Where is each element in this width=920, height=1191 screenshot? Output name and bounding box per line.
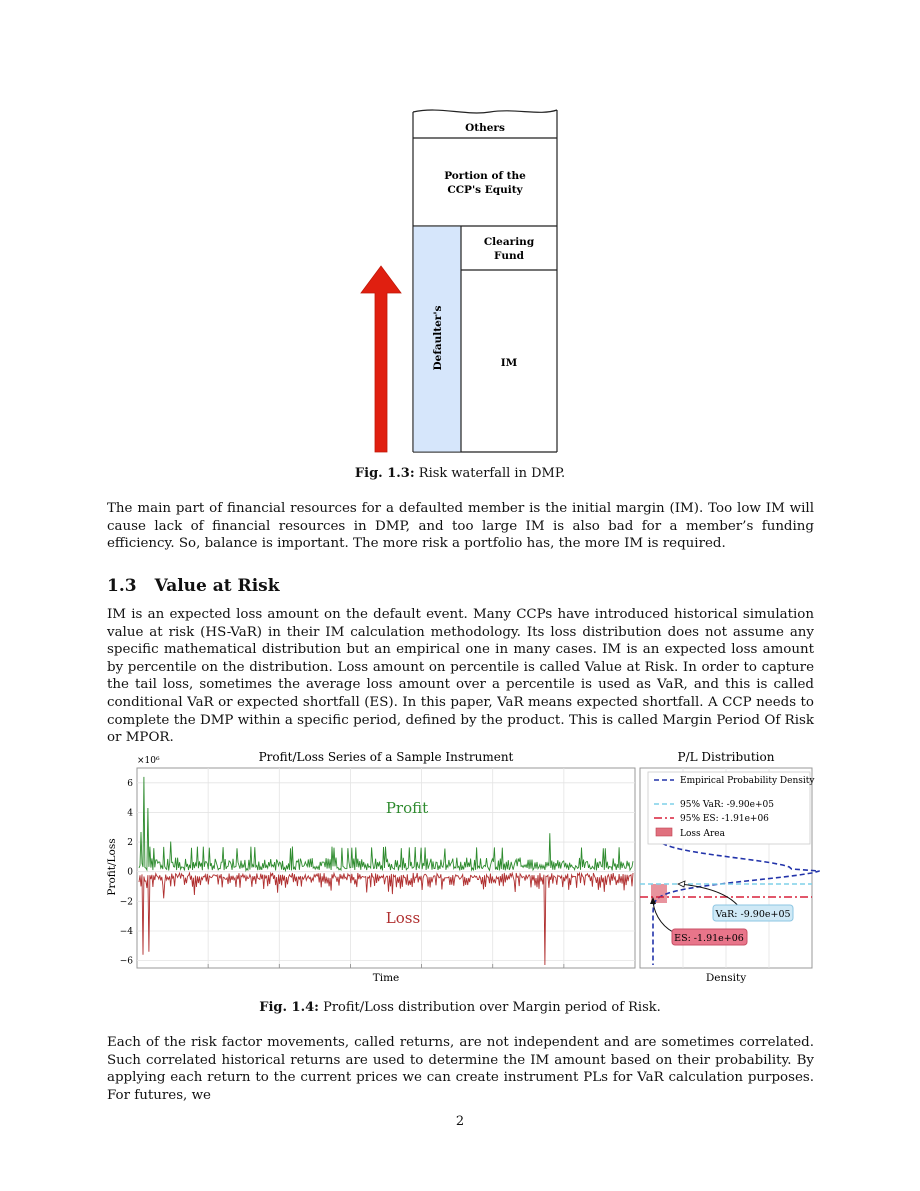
y-tick-label: −4	[119, 926, 133, 937]
loss-annotation: Loss	[385, 909, 421, 927]
density-legend	[648, 772, 815, 844]
profit-annotation: Profit	[385, 799, 429, 817]
legend-var: 95% VaR: -9.90e+05	[680, 800, 774, 810]
y-tick-label: 2	[127, 838, 133, 849]
y-tick-label: −6	[119, 956, 133, 967]
density-title: P/L Distribution	[677, 750, 775, 764]
legend-es: 95% ES: -1.91e+06	[680, 814, 769, 824]
box-label-equity-1: Portion of the	[444, 170, 526, 182]
section-heading	[107, 576, 280, 596]
profit-series-line	[139, 777, 633, 871]
box-label-equity-2: CCP's Equity	[447, 184, 523, 196]
pl-series-multiplier: ×10⁶	[137, 756, 160, 766]
box-label-defaulters: Defaulter's	[432, 305, 444, 371]
paragraph-im-intro: The main part of financial resources for a defaulted member is the initial margin (IM). Too low IM will cause lack of financial resources in DMP, and too large IM is also bad for a member’s funding efficiency. So, balance is important. The more risk a portfolio has, the more IM is required.	[107, 501, 814, 552]
paragraph-value-at-risk: IM is an expected loss amount on the default event. Many CCPs have introduced historical simulation value at risk (HS-VaR) in their IM calculation methodology. Its loss distribution does not assume any specific mathematical distribution but an empirical one in many cases. IM is an expected loss amount by percentile on the distribution. Loss amount on percentile is called Value at Risk. In order to capture the tail loss, sometimes the average loss amount over a percentile is used as VaR, and this is called conditional VaR or expected shortfall (ES). In this paper, VaR means expected shortfall. A CCP needs to complete the DMP within a specific period, defined by the product. This is called Margin Period Of Risk or MPOR.	[107, 607, 814, 746]
section-number: 1.3	[107, 576, 137, 596]
fig13-caption-text: Risk waterfall in DMP.	[414, 466, 566, 481]
es-callout-arrow	[653, 899, 673, 932]
y-tick-label: 6	[127, 778, 133, 789]
y-tick-label: 0	[127, 867, 133, 878]
fig14-caption-label: Fig. 1.4:	[259, 1000, 319, 1015]
y-tick-label: 4	[127, 808, 133, 819]
pl-series-title: Profit/Loss Series of a Sample Instrument	[258, 750, 514, 764]
box-label-clearing-2: Fund	[494, 250, 524, 262]
legend-density: Empirical Probability Density	[680, 776, 815, 786]
wavy-top-edge	[413, 110, 557, 113]
fig14-caption-text: Profit/Loss distribution over Margin period of Risk.	[318, 1000, 661, 1015]
page-number: 2	[455, 1114, 465, 1129]
risk-waterfall-figure	[350, 100, 570, 460]
box-label-im: IM	[500, 357, 518, 369]
fig13-caption-label: Fig. 1.3:	[354, 466, 415, 481]
var-callout-text: VaR: -9.90e+05	[715, 909, 791, 920]
fig14-caption	[0, 1000, 920, 1015]
legend-loss-area: Loss Area	[680, 829, 725, 839]
box-label-others: Others	[465, 122, 505, 134]
box-label-clearing-1: Clearing	[483, 236, 535, 248]
paragraph-returns: Each of the risk factor movements, called returns, are not independent and are sometimes correlated. Such correlated historical returns are used to determine the IM amount based on their probability. By applying each return to the current prices we can create instrument PLs for VaR calculation purposes. For futures, we	[107, 1035, 814, 1103]
pl-series-y-ticks	[120, 779, 134, 967]
pl-series-xlabel: Time	[372, 972, 400, 984]
up-arrow-icon	[361, 266, 401, 452]
fig13-caption	[0, 466, 920, 481]
pl-distribution-figure	[100, 745, 820, 990]
section-title: Value at Risk	[154, 576, 280, 596]
es-callout-text: ES: -1.91e+06	[674, 933, 744, 944]
pl-series-ylabel: Profit/Loss	[106, 838, 118, 896]
y-tick-label: −2	[119, 897, 133, 908]
density-xlabel: Density	[705, 972, 747, 984]
